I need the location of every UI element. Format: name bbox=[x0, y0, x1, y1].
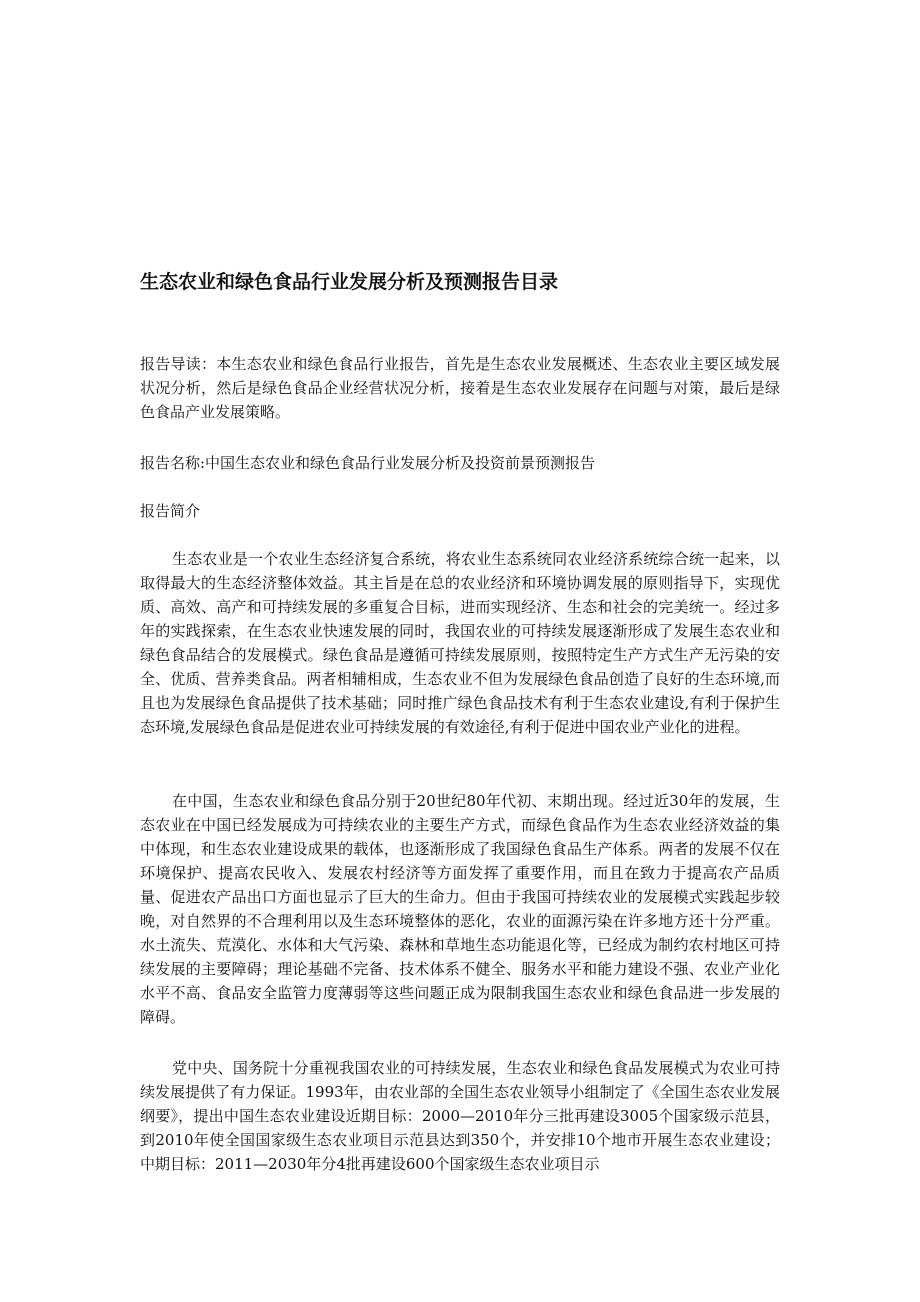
report-name-line: 报告名称:中国生态农业和绿色食品行业发展分析及投资前景预测报告 bbox=[140, 454, 596, 472]
body-paragraph: 在中国，生态农业和绿色食品分别于20世纪80年代初、末期出现。经过近30年的发展，生态农业在中国已经发展成为可持续农业的主要生产方式，而绿色食品作为生态农业经济效益的集中体现，和生态农业建设成果的载体，也逐渐形成了我国绿色食品生产体系。两者的发展不仅在环境保护、提高农民收入、发展农村经济等方面发挥了重要作用，而且在致力于提高农产品质量、促进农产品出口方面也显示了巨大的生命力。但由于我国可持续农业的发展模式实践起步较晚，对自然界的不合理利用以及生态环境整体的恶化，农业的面源污染在许多地方还十分严重。水土流失、荒漠化、水体和大气污染、森林和草地生态功能退化等，已经成为制约农村地区可持续发展的主要障碍；理论基础不完备、技术体系不健全、服务水平和能力建设不强、农业产业化水平不高、食品安全监管力度薄弱等这些问题正成为限制我国生态农业和绿色食品进一步发展的障碍。 bbox=[140, 792, 780, 1026]
body-paragraph: 党中央、国务院十分重视我国农业的可持续发展，生态农业和绿色食品发展模式为农业可持续发展提供了有力保证。1993年，由农业部的全国生态农业领导小组制定了《全国生态农业发展纲要》，提出中国生态农业建设近期目标：2000—2010年分三批再建设3005个国家级示范县，到2010年使全国国家级生态农业项目示范县达到350个，并安排10个地市开展生态农业建设；中期目标：2011—2030年分4批再建设600个国家级生态农业项目示 bbox=[140, 1059, 780, 1173]
document-title: 生态农业和绿色食品行业发展分析及预测报告目录 bbox=[140, 271, 559, 293]
body-paragraph: 生态农业是一个农业生态经济复合系统，将农业生态系统同农业经济系统综合统一起来，以取得最大的生态经济整体效益。其主旨是在总的农业经济和环境协调发展的原则指导下，实现优质、高效、高产和可持续发展的多重复合目标，进而实现经济、生态和社会的完美统一。经过多年的实践探索，在生态农业快速发展的同时，我国农业的可持续发展逐渐形成了发展生态农业和绿色食品结合的发展模式。绿色食品是遵循可持续发展原则，按照特定生产方式生产无污染的安全、优质、营养类食品。两者相辅相成，生态农业不但为发展绿色食品创造了良好的生态环境,而且也为发展绿色食品提供了技术基础；同时推广绿色食品技术有利于生态农业建设,有利于保护生态环境,发展绿色食品是促进农业可持续发展的有效途径,有利于促进中国农业产业化的进程。 bbox=[140, 550, 780, 736]
report-intro-heading: 报告简介 bbox=[140, 502, 201, 520]
report-guide-paragraph: 报告导读：本生态农业和绿色食品行业报告，首先是生态农业发展概述、生态农业主要区域发展状况分析，然后是绿色食品企业经营状况分析，接着是生态农业发展存在问题与对策，最后是绿色食品产业发展策略。 bbox=[140, 355, 780, 421]
